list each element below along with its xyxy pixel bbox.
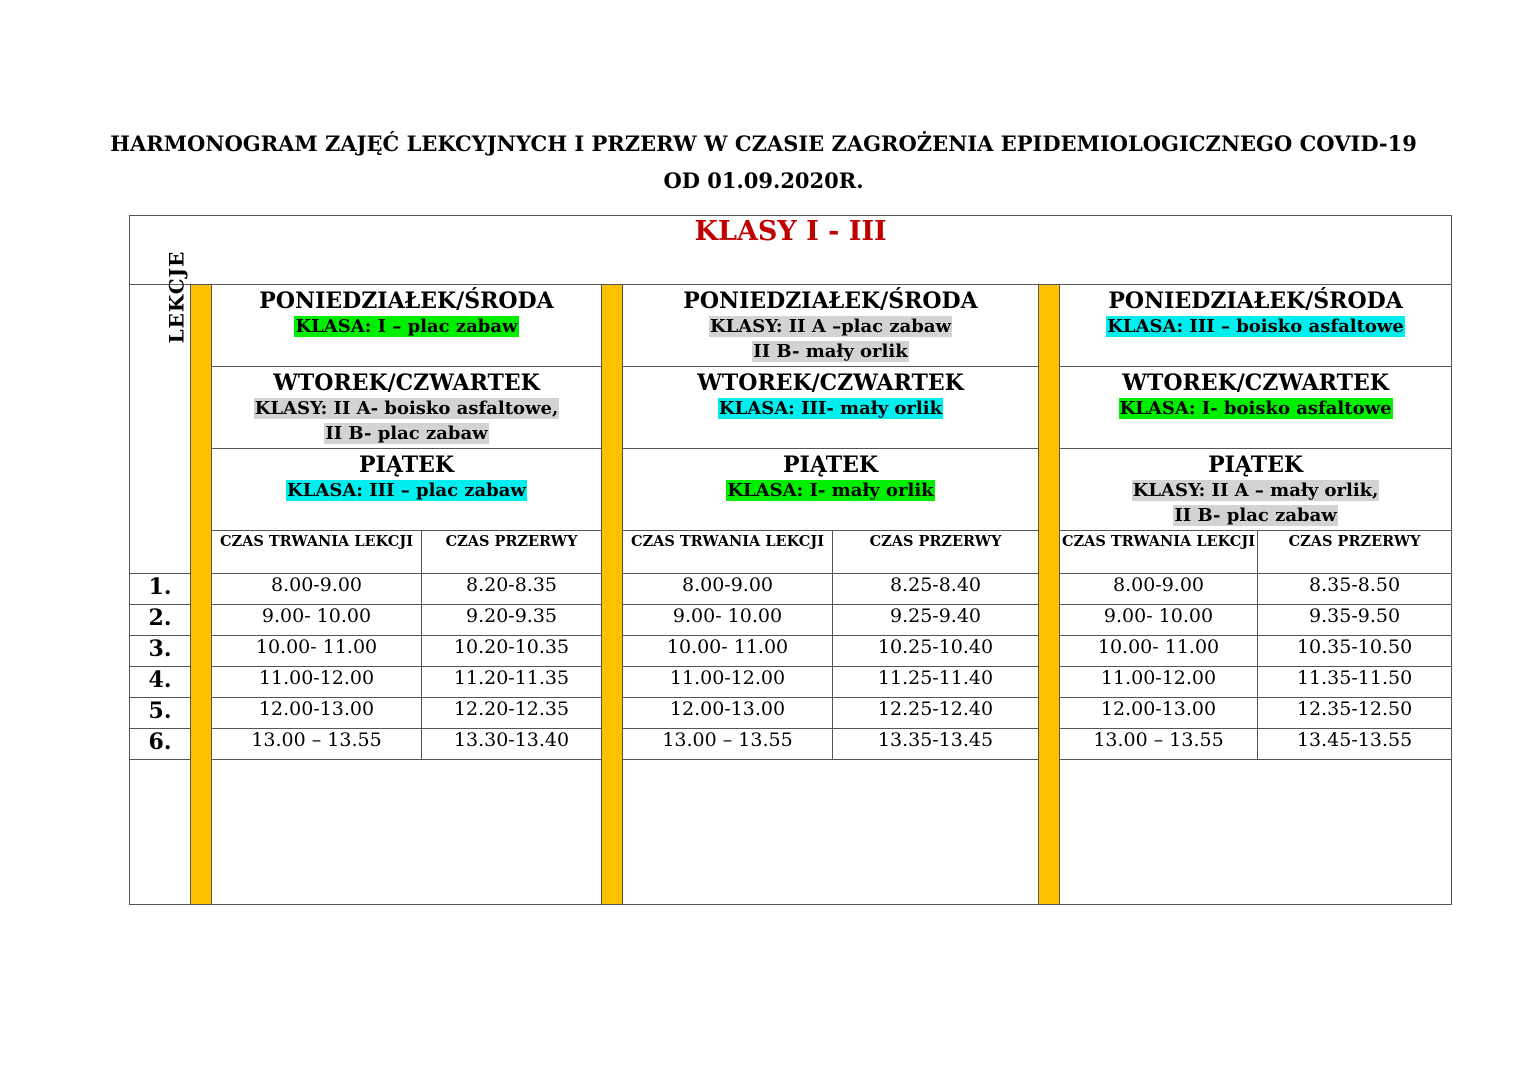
- day-cell: [1060, 449, 1452, 531]
- lesson-time: 13.00 – 13.55: [212, 729, 422, 760]
- location-highlight: II B- plac zabaw: [1174, 505, 1337, 526]
- location-line: [1060, 314, 1451, 339]
- lesson-time: 12.00-13.00: [212, 698, 422, 729]
- break-time: 8.20-8.35: [422, 574, 602, 605]
- break-time: 8.25-8.40: [833, 574, 1039, 605]
- day-name: PONIEDZIAŁEK/ŚRODA: [259, 288, 554, 314]
- day-row: [130, 367, 1452, 449]
- lesson-row: [130, 729, 1452, 760]
- location-line: [623, 314, 1038, 339]
- day-name: PIĄTEK: [1208, 452, 1304, 478]
- lesson-time: 10.00- 11.00: [1060, 636, 1258, 667]
- lesson-row: [130, 605, 1452, 636]
- lesson-row: [130, 698, 1452, 729]
- break-time: 12.20-12.35: [422, 698, 602, 729]
- location-highlight: KLASA: I- boisko asfaltowe: [1119, 398, 1392, 419]
- lesson-duration-header: CZAS TRWANIA LEKCJI: [623, 531, 833, 574]
- location-highlight: KLASA: III- mały orlik: [718, 398, 943, 419]
- lesson-time: 11.00-12.00: [212, 667, 422, 698]
- location-line: [212, 478, 601, 503]
- klasy-header: KLASY I - III: [130, 216, 1452, 285]
- break-time: 9.25-9.40: [833, 605, 1039, 636]
- break-time: 11.35-11.50: [1258, 667, 1452, 698]
- lesson-time: 11.00-12.00: [1060, 667, 1258, 698]
- day-name: PIĄTEK: [359, 452, 454, 478]
- lesson-time: 8.00-9.00: [1060, 574, 1258, 605]
- day-name: WTOREK/CZWARTEK: [273, 370, 540, 396]
- break-time: 12.25-12.40: [833, 698, 1039, 729]
- lesson-time: 12.00-13.00: [623, 698, 833, 729]
- day-cell: [1060, 285, 1452, 367]
- lesson-time: 10.00- 11.00: [212, 636, 422, 667]
- klasy-header-row: [130, 216, 1452, 285]
- lesson-row: [130, 574, 1452, 605]
- break-time: 10.35-10.50: [1258, 636, 1452, 667]
- day-row: [130, 285, 1452, 367]
- day-cell: [623, 285, 1039, 367]
- day-cell: [623, 367, 1039, 449]
- lesson-time: 8.00-9.00: [623, 574, 833, 605]
- day-cell: [212, 367, 602, 449]
- location-highlight: KLASA: I – plac zabaw: [295, 316, 518, 337]
- location-highlight: KLASA: III – boisko asfaltowe: [1107, 316, 1404, 337]
- break-time: 11.25-11.40: [833, 667, 1039, 698]
- break-header: CZAS PRZERWY: [1258, 531, 1452, 574]
- day-name: PONIEDZIAŁEK/ŚRODA: [1108, 288, 1403, 314]
- location-line: [1060, 503, 1451, 528]
- lesson-number: 4.: [130, 667, 191, 698]
- day-cell: [212, 285, 602, 367]
- break-time: 13.35-13.45: [833, 729, 1039, 760]
- lesson-time: 11.00-12.00: [623, 667, 833, 698]
- empty-row: [130, 760, 1452, 905]
- location-highlight: KLASY: II A –plac zabaw: [709, 316, 952, 337]
- lesson-number: 3.: [130, 636, 191, 667]
- location-highlight: KLASA: I- mały orlik: [727, 480, 934, 501]
- break-time: 9.20-9.35: [422, 605, 602, 636]
- lekcje-label: LEKCJE: [164, 250, 189, 344]
- lesson-number: 6.: [130, 729, 191, 760]
- lesson-time: 9.00- 10.00: [212, 605, 422, 636]
- location-line: [212, 421, 601, 446]
- location-highlight: KLASY: II A – mały orlik,: [1132, 480, 1379, 501]
- lesson-row: [130, 636, 1452, 667]
- lesson-time: 8.00-9.00: [212, 574, 422, 605]
- location-line: [212, 396, 601, 421]
- break-header: CZAS PRZERWY: [833, 531, 1039, 574]
- break-time: 8.35-8.50: [1258, 574, 1452, 605]
- lekcje-label-cell: [130, 250, 191, 574]
- break-time: 10.20-10.35: [422, 636, 602, 667]
- location-line: [1060, 478, 1451, 503]
- break-time: 13.45-13.55: [1258, 729, 1452, 760]
- location-line: [623, 478, 1038, 503]
- schedule-table: [129, 215, 1452, 905]
- day-name: PONIEDZIAŁEK/ŚRODA: [683, 288, 978, 314]
- lesson-number: 2.: [130, 605, 191, 636]
- day-row: [130, 449, 1452, 531]
- day-name: WTOREK/CZWARTEK: [1122, 370, 1389, 396]
- day-name: PIĄTEK: [783, 452, 878, 478]
- empty-area: [130, 760, 1452, 905]
- break-time: 12.35-12.50: [1258, 698, 1452, 729]
- day-cell: [623, 449, 1039, 531]
- lesson-time: 9.00- 10.00: [1060, 605, 1258, 636]
- lesson-time: 10.00- 11.00: [623, 636, 833, 667]
- location-line: [1060, 396, 1451, 421]
- break-time: 13.30-13.40: [422, 729, 602, 760]
- lesson-duration-header: CZAS TRWANIA LEKCJI: [1060, 531, 1258, 574]
- document-title: HARMONOGRAM ZAJĘĆ LEKCYJNYCH I PRZERW W CZASIE ZAGROŻENIA EPIDEMIOLOGICZNEGO COVID-19: [110, 131, 1417, 156]
- location-highlight: II B- plac zabaw: [325, 423, 488, 444]
- lesson-time: 12.00-13.00: [1060, 698, 1258, 729]
- location-line: [212, 314, 601, 339]
- break-time: 9.35-9.50: [1258, 605, 1452, 636]
- location-line: [623, 396, 1038, 421]
- document-subtitle-date: OD 01.09.2020R.: [663, 168, 864, 193]
- break-header: CZAS PRZERWY: [422, 531, 602, 574]
- lesson-time: 13.00 – 13.55: [1060, 729, 1258, 760]
- lesson-number: 5.: [130, 698, 191, 729]
- lesson-duration-header: CZAS TRWANIA LEKCJI: [212, 531, 422, 574]
- lesson-row: [130, 667, 1452, 698]
- location-highlight: KLASY: II A- boisko asfaltowe,: [254, 398, 559, 419]
- location-highlight: KLASA: III – plac zabaw: [287, 480, 526, 501]
- lesson-number: 1.: [130, 574, 191, 605]
- day-name: WTOREK/CZWARTEK: [697, 370, 964, 396]
- lesson-time: 13.00 – 13.55: [623, 729, 833, 760]
- column-header-row: [130, 531, 1452, 574]
- break-time: 11.20-11.35: [422, 667, 602, 698]
- day-cell: [212, 449, 602, 531]
- lesson-time: 9.00- 10.00: [623, 605, 833, 636]
- location-highlight: II B- mały orlik: [753, 341, 908, 362]
- break-time: 10.25-10.40: [833, 636, 1039, 667]
- day-cell: [1060, 367, 1452, 449]
- location-line: [623, 339, 1038, 364]
